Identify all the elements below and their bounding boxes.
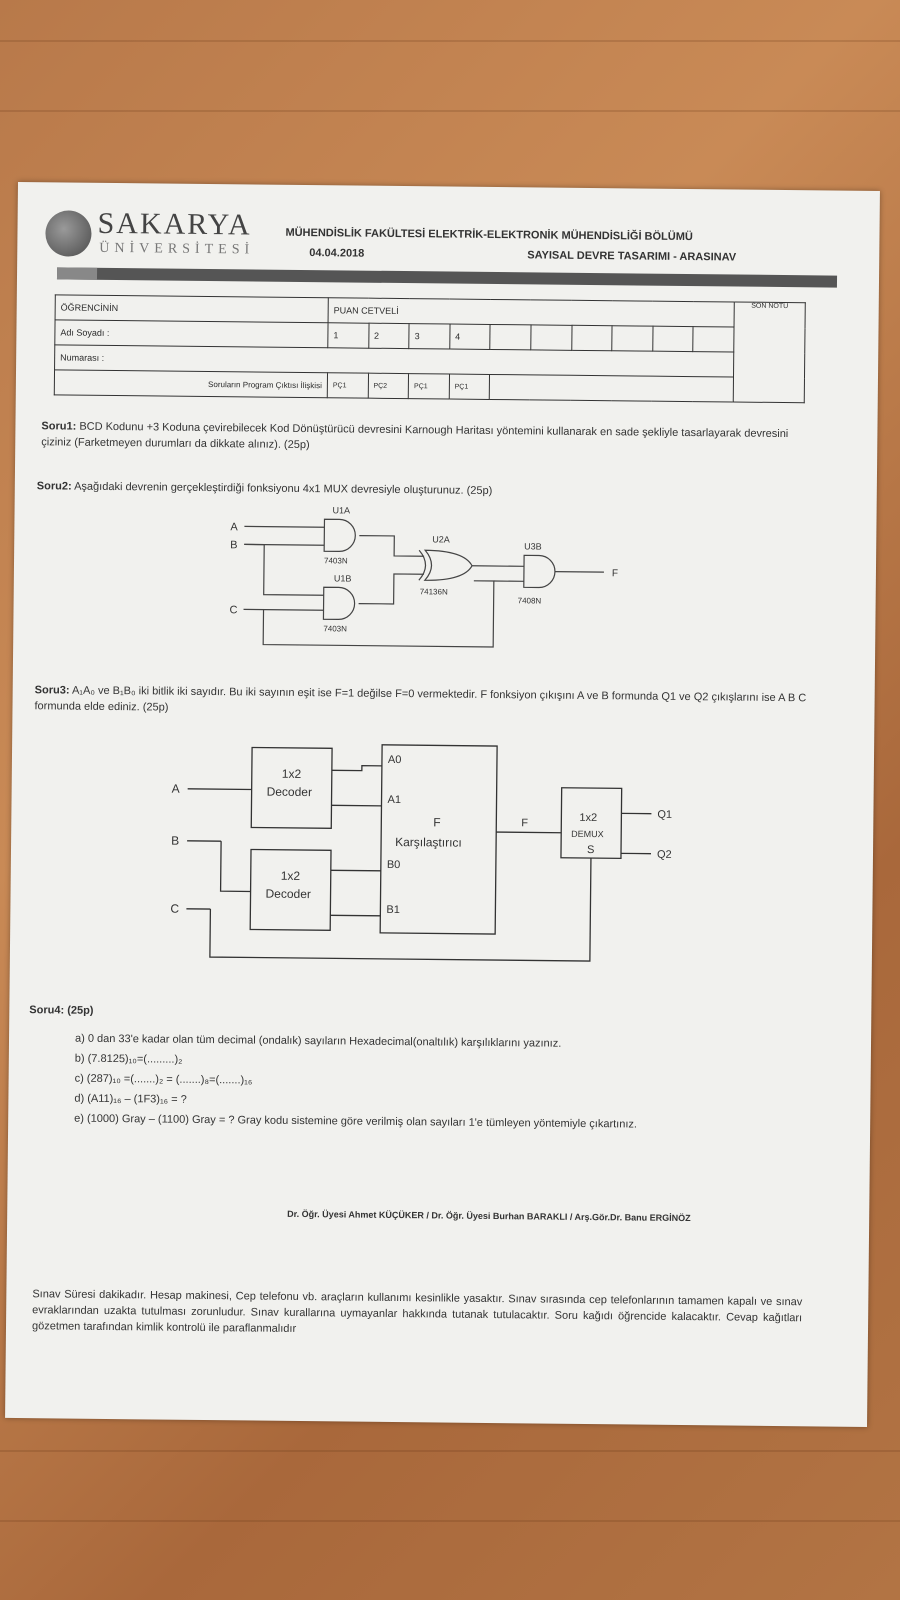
gate-u1a-part: 7403N: [324, 556, 348, 566]
student-header: ÖĞRENCİNİN: [55, 295, 328, 323]
pc-3: PÇ1: [408, 374, 449, 399]
question-1-prefix: Soru1:: [41, 420, 77, 433]
gate-u2a-label: U2A: [432, 534, 450, 545]
comparator-f: F: [433, 815, 441, 830]
qnum-4: 4: [450, 324, 491, 349]
empty-cell: [571, 325, 612, 350]
decoder2-label: Decoder: [265, 886, 311, 902]
gate-u3b-part: 7408N: [517, 596, 542, 606]
exam-date: 04.04.2018: [309, 247, 365, 260]
qnum-2: 2: [368, 323, 409, 348]
header-bar: [57, 267, 837, 287]
comparator-a1: A1: [387, 793, 402, 807]
decoder1-label: Decoder: [266, 784, 313, 800]
circuit1-input-a: A: [230, 521, 238, 534]
question-4e: e) (1000) Gray – (1100) Gray = ? Gray kodu sistemine göre verilmiş olan sayıları 1'e tümleyen yöntemiyle çıkartınız.: [74, 1112, 638, 1131]
question-4b: b) (7.8125)₁₀=(.........)₂: [74, 1052, 183, 1066]
circuit1-output-f: F: [611, 568, 619, 580]
question-4c: c) (287)₁₀ =(.......)₂ = (.......)₈=(.......)₁₆: [74, 1072, 253, 1087]
decoder2-size: 1x2: [280, 868, 301, 883]
gate-u1a-label: U1A: [332, 505, 351, 516]
empty-cell: [531, 325, 572, 350]
block-input-b: B: [171, 833, 180, 848]
question-4-title: Soru4: (25p): [29, 1004, 94, 1017]
demux-label: DEMUX: [571, 828, 604, 840]
comparator-a0: A0: [387, 753, 402, 767]
exam-paper: [5, 182, 880, 1427]
empty-cell: [612, 326, 653, 351]
empty-cell: [693, 327, 734, 352]
course-title: SAYISAL DEVRE TASARIMI - ARASINAV: [527, 249, 737, 264]
demux-size: 1x2: [579, 811, 598, 825]
signature-line: Dr. Öğr. Üyesi Ahmet KÜÇÜKER / Dr. Öğr. Üyesi Burhan BARAKLI / Arş.Gör.Dr. Banu ERGİNÖZ: [287, 1208, 691, 1224]
exam-rules: Sınav Süresi dakikadır. Hesap makinesi, Cep telefonu vb. araçların kullanımı kesinlikle yasaktır. Sınav sırasında cep telefonlarının tamamen kapalı ve sınav evraklarından uzakta tutulması zorunludur. Sınav kurallarına uymayanlar hakkında tutanak tutulacaktır. Soru kağıdı öğrencide kalacaktır. Cevap kağıtları gözetmen tarafından kimlik kontrolü ile paraflanmalıdır: [31, 1288, 803, 1335]
empty-cell: [653, 326, 694, 351]
final-score-header: SON NOTU: [733, 302, 805, 403]
comparator-b0: B0: [386, 858, 401, 872]
question-1-text: BCD Kodunu +3 Koduna çevirebilecek Kod Dönüştürücü devresini Karnough Haritası yöntemini kullanarak en sade şekliyle tasarlayarak devresini çiziniz (Farketmeyen durumları da dikkate alınız). (25p): [41, 420, 789, 452]
demux-select: S: [586, 843, 595, 857]
question-4a: a) 0 dan 33'e kadar olan tüm decimal (ondalık) sayıların Hexadecimal(onaltılık) karşılıklarını yazınız.: [74, 1032, 562, 1050]
gate-u3b-label: U3B: [524, 541, 542, 552]
comparator-b1: B1: [386, 903, 400, 917]
circuit1-input-b: B: [230, 539, 238, 552]
gate-u1b-part: 7403N: [323, 624, 347, 634]
logo-name: SAKARYA: [97, 206, 252, 242]
faculty-title: MÜHENDİSLİK FAKÜLTESİ ELEKTRİK-ELEKTRONİK MÜHENDİSLİĞİ BÖLÜMÜ: [285, 226, 693, 244]
question-2-text: Aşağıdaki devrenin gerçekleştirdiği fonksiyonu 4x1 MUX devresiyle oluşturunuz. (25p): [74, 480, 493, 497]
program-label: Soruların Program Çıktısı İlişkisi: [54, 370, 327, 398]
decoder1-size: 1x2: [281, 766, 302, 781]
pc-1: PÇ1: [327, 373, 368, 398]
question-3: [34, 682, 814, 722]
question-3-text: A₁A₀ ve B₁B₀ iki bitlik iki sayıdır. Bu iki sayının eşit ise F=1 değilse F=0 vermektedir. F fonksiyon çıkışını A ve B formunda Q1 ve Q2 çıkışlarını ise A B C formunda elde ediniz. (25p): [34, 684, 807, 714]
block-diagram: [150, 728, 712, 964]
comparator-output-f: F: [521, 817, 529, 830]
score-header: PUAN CETVELİ: [328, 298, 734, 327]
comparator-label: Karşılaştırıcı: [395, 834, 462, 850]
question-4-items: [74, 1031, 815, 1139]
demux-q2: Q2: [656, 848, 672, 861]
question-4d: d) (A11)₁₆ – (1F3)₁₆ = ?: [74, 1092, 187, 1106]
header-bar-accent: [57, 267, 97, 279]
logic-circuit-diagram: [213, 504, 635, 668]
empty-cell: [490, 374, 734, 402]
number-label: Numarası :: [55, 345, 734, 377]
score-table: [54, 294, 806, 403]
gate-u2a-part: 74136N: [419, 587, 448, 597]
question-2-prefix: Soru2:: [36, 480, 72, 493]
qnum-1: 1: [328, 323, 369, 348]
block-input-c: C: [170, 901, 180, 916]
logo-subtitle: ÜNİVERSİTESİ: [99, 240, 255, 258]
question-2: [37, 478, 807, 502]
question-1: [41, 418, 811, 458]
pc-4: PÇ1: [449, 374, 490, 399]
block-input-a: A: [171, 781, 180, 796]
gate-u1b-label: U1B: [333, 573, 352, 584]
question-3-prefix: Soru3:: [34, 684, 70, 697]
name-label: Adı Soyadı :: [55, 320, 328, 348]
empty-cell: [490, 324, 531, 349]
demux-q1: Q1: [657, 808, 673, 821]
qnum-3: 3: [409, 324, 450, 349]
pc-2: PÇ2: [368, 373, 409, 398]
circuit1-input-c: C: [229, 604, 238, 617]
university-logo-icon: [45, 210, 91, 256]
